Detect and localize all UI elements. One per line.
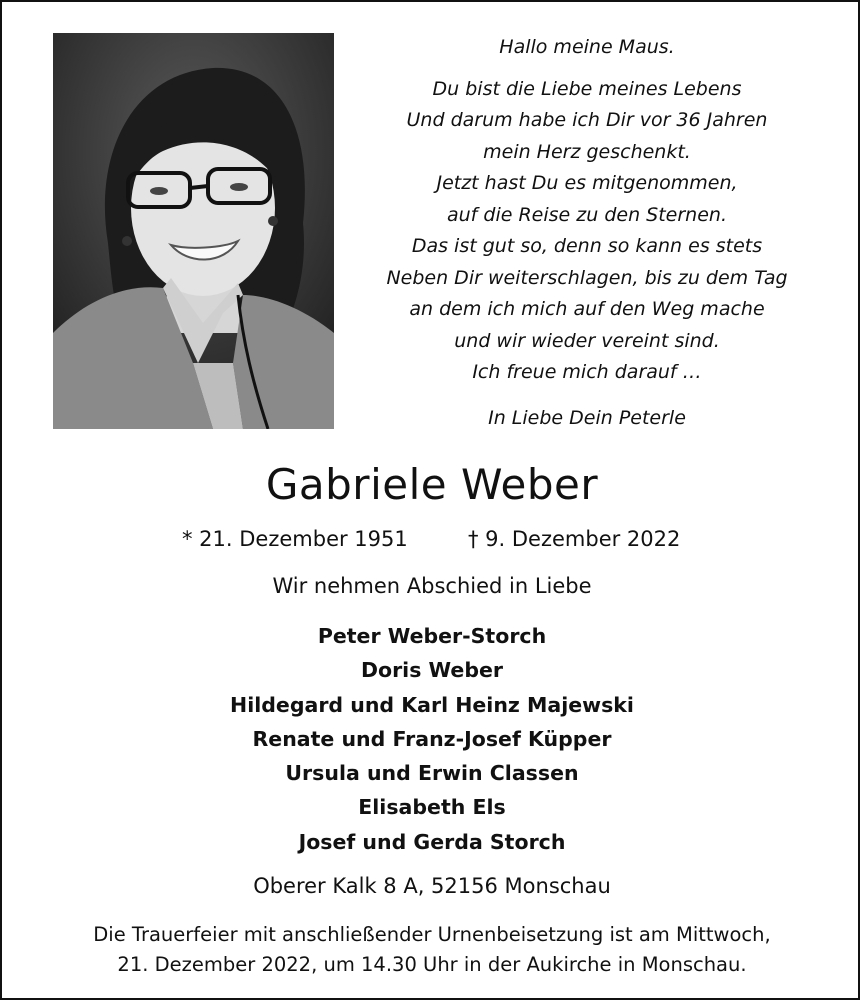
death-date: † 9. Dezember 2022 xyxy=(468,527,681,551)
poem-line: Neben Dir weiterschlagen, bis zu dem Tag xyxy=(386,266,788,289)
poem-line: mein Herz geschenkt. xyxy=(483,140,691,163)
poem-line: an dem ich mich auf den Weg mache xyxy=(409,298,765,320)
poem-line: und wir wieder vereint sind. xyxy=(454,329,720,352)
mourner-name: Peter Weber-Storch xyxy=(317,624,547,648)
poem-signoff: In Liebe Dein Peterle xyxy=(488,406,686,429)
farewell-text: Wir nehmen Abschied in Liebe xyxy=(272,574,592,598)
birth-date: * 21. Dezember 1951 xyxy=(182,527,408,551)
poem-line: Und darum habe ich Dir vor 36 Jahren xyxy=(406,109,768,131)
ceremony-details xyxy=(2,920,860,980)
mourner-name: Elisabeth Els xyxy=(358,795,506,820)
mourner-name: Doris Weber xyxy=(360,658,504,683)
deceased-name: Gabriele Weber xyxy=(265,460,599,509)
poem-line: Jetzt hast Du es mitgenommen, xyxy=(436,172,738,194)
poem-line: Ich freue mich darauf … xyxy=(472,361,702,383)
mourner-name: Renate und Franz-Josef Küpper xyxy=(252,726,612,751)
poem-greeting: Hallo meine Maus. xyxy=(499,36,675,58)
poem-line: Du bist die Liebe meines Lebens xyxy=(432,77,742,100)
mourner-name: Josef und Gerda Storch xyxy=(298,829,566,854)
mourners-list xyxy=(2,619,860,859)
poem-line: Das ist gut so, denn so kann es stets xyxy=(411,235,763,257)
mourner-name: Hildegard und Karl Heinz Majewski xyxy=(230,692,634,717)
mourner-name: Ursula und Erwin Classen xyxy=(285,761,579,786)
portrait-photo xyxy=(53,33,334,429)
family-address: Oberer Kalk 8 A, 52156 Monschau xyxy=(253,874,611,898)
ceremony-line: 21. Dezember 2022, um 14.30 Uhr in der Aukirche in Monschau. xyxy=(117,953,747,976)
portrait-illustration xyxy=(53,33,334,429)
poem xyxy=(357,32,817,434)
poem-line: auf die Reise zu den Sternen. xyxy=(447,203,727,226)
ceremony-line: Die Trauerfeier mit anschließender Urnenbeisetzung ist am Mittwoch, xyxy=(93,923,771,946)
